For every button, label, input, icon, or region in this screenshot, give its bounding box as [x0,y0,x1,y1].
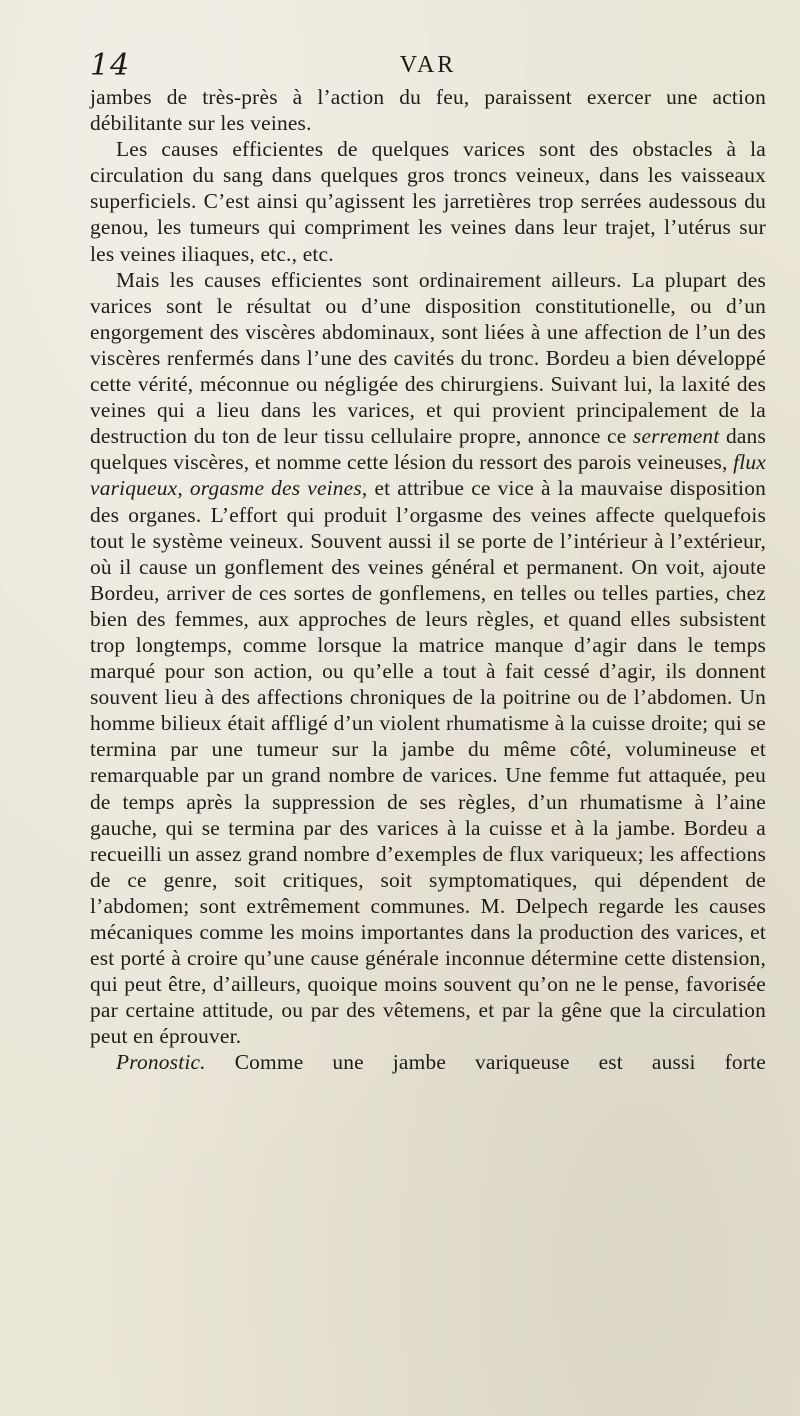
text-segment: Mais les causes efficientes sont ordinairement ailleurs. La plupart des varices sont le résultat ou d’une disposition constitutionelle, ou d’un engorgement des viscères abdominaux, sont liées à une affection de l’un des viscères renfermés dans l’une des cavités du tronc. Bordeu a bien développé cette vérité, méconnue ou négligée des chirurgiens. Suivant lui, la laxité des veines qui a lieu dans les varices, et qui provient principalement de la destruction du ton de leur tissu cellulaire propre, annonce ce [90,267,766,449]
italic-term-serrement: serrement [632,424,720,449]
page-header [90,44,766,84]
paragraph-causes-efficientes [90,136,766,266]
running-head: VAR [399,52,457,78]
text-segment: dans quelques viscères, et nomme cette lésion du ressort des parois veineuses, [90,424,766,475]
text-segment: , et attribue ce vice à la mauvaise disposition des organes. L’effort qui produit l’orgasme des veines affecte quelquefois tout le système veineux. Souvent aussi il se porte de l’intérieur à l’extérieur, où il cause un gonflement des veines général et permanent. On voit, ajoute Bordeu, arriver de ces sortes de gonflemens, en telles ou telles parties, chez bien des femmes, aux approches de leurs règles, et quand elles subsistent trop longtemps, comme lorsque la matrice manque d’agir dans le temps marqué pour son action, ou qu’elle a tout à fait cessé d’agir, ils donnent souvent lieu à des affections chroniques de la poitrine ou de l’abdomen. Un homme bilieux était affligé d’un violent rhumatisme à la cuisse droite; qui se termina par une tumeur sur la jambe du même côté, volumineuse et remarquable par un grand nombre de varices. Une femme fut attaquée, peu de temps après la suppression de ses règles, d’un rhumatisme à l’aine gauche, qui se termina par des varices à la cuisse et à la jambe. Bordeu a recueilli un assez grand nombre d’exemples de flux variqueux; les affections de ce genre, soit critiques, soit symptomatiques, qui dépendent de l’abdomen; sont extrêmement communes. M. Delpech regarde les causes mécaniques comme les moins importantes dans la production des varices, et est porté à croire qu’une cause générale inconnue détermine cette distension, qui peut être, d’ailleurs, quoique moins souvent qu’on ne le pense, favorisée par certaine attitude, ou par des vêtemens, et par la gêne que la circulation peut en éprouver. [90,476,766,1049]
text-segment: Les causes efficientes de quelques varices sont des obstacles à la circulation du sang dans quelques gros troncs veineux, dans les vaisseaux superficiels. C’est ainsi qu’agissent les jarretières trop serrées audessous du genou, les tumeurs qui compriment les veines dans leur trajet, l’utérus sur les veines iliaques, etc., etc. [90,137,766,266]
italic-heading-pronostic: Pronostic. [116,1050,206,1075]
paragraph-pronostic [90,1049,766,1075]
paragraph-continuation [90,84,766,136]
text-segment: Comme une jambe variqueuse est aussi forte [205,1050,766,1075]
body-text [90,84,766,1076]
italic-term-flux-variqueux: flux variqueux, orgasme des veines [90,450,766,501]
paragraph-bordeu [90,267,766,1050]
page-number: 14 [90,48,131,83]
text-segment: jambes de très-près à l’action du feu, paraissent exercer une action débilitante sur les veines. [90,85,766,136]
